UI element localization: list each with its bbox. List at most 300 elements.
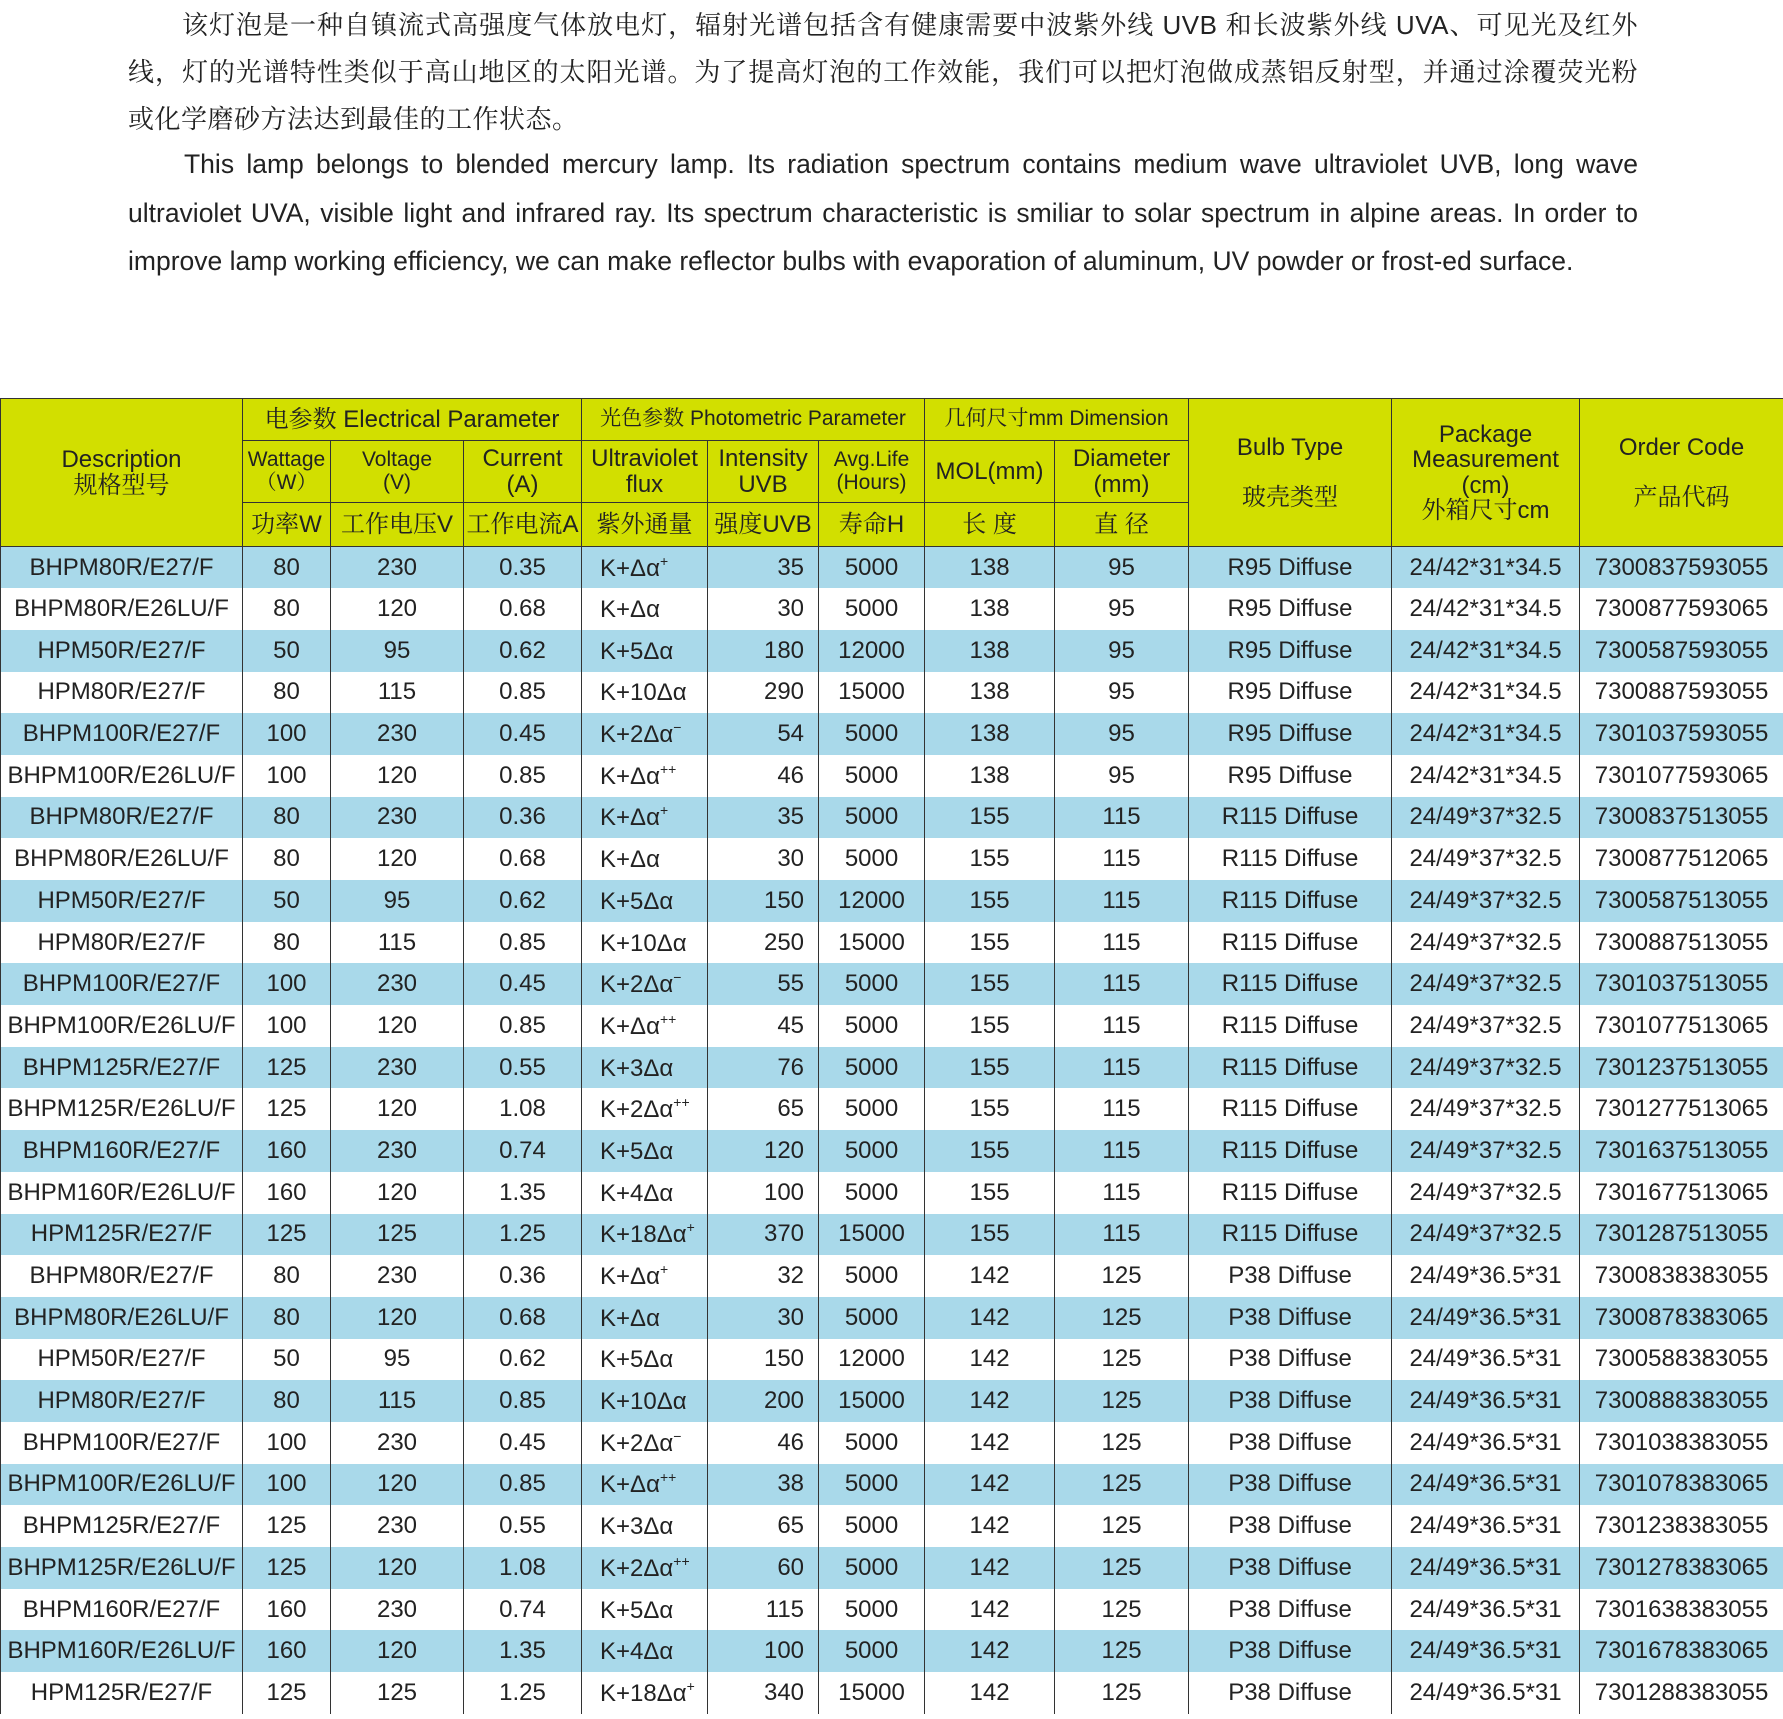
cell-mol: 142 <box>925 1464 1055 1506</box>
cell-bulb-type: P38 Diffuse <box>1189 1422 1392 1464</box>
flux-superscript: ++ <box>673 1552 690 1569</box>
flux-superscript: + <box>659 552 669 569</box>
cell-description: HPM125R/E27/F <box>1 1214 243 1256</box>
cell-description: BHPM100R/E26LU/F <box>1 755 243 797</box>
cell-bulb-type: P38 Diffuse <box>1189 1630 1392 1672</box>
cell-bulb-type: P38 Diffuse <box>1189 1547 1392 1589</box>
cell-description: HPM50R/E27/F <box>1 630 243 672</box>
cell-mol: 138 <box>925 630 1055 672</box>
cell-bulb-type: R115 Diffuse <box>1189 922 1392 964</box>
cell-current: 0.85 <box>464 672 582 714</box>
table-row <box>1 1380 1783 1422</box>
cell-uv-flux <box>582 1005 708 1047</box>
cell-avg-life: 15000 <box>819 1672 925 1714</box>
cell-current: 0.85 <box>464 755 582 797</box>
cell-package: 24/49*37*32.5 <box>1392 838 1580 880</box>
cell-intensity-uvb: 46 <box>708 755 819 797</box>
cell-description: BHPM100R/E27/F <box>1 713 243 755</box>
cell-description: BHPM80R/E27/F <box>1 547 243 589</box>
cell-bulb-type: R115 Diffuse <box>1189 1214 1392 1256</box>
cell-description: BHPM80R/E27/F <box>1 797 243 839</box>
cell-current: 0.68 <box>464 838 582 880</box>
flux-value: K+4Δα <box>600 1638 674 1666</box>
cell-voltage: 230 <box>331 1047 464 1089</box>
cell-diameter: 95 <box>1055 547 1189 589</box>
cell-mol: 155 <box>925 838 1055 880</box>
cell-diameter: 115 <box>1055 1047 1189 1089</box>
flux-value: K+5Δα <box>600 637 674 665</box>
cell-wattage: 160 <box>243 1172 331 1214</box>
cell-bulb-type: R115 Diffuse <box>1189 1005 1392 1047</box>
cell-wattage: 125 <box>243 1672 331 1714</box>
cell-uv-flux <box>582 1214 708 1256</box>
cell-wattage: 80 <box>243 672 331 714</box>
flux-value: K+5Δα <box>600 1596 674 1624</box>
table-row <box>1 672 1783 714</box>
cell-order-code: 7301037593055 <box>1580 713 1783 755</box>
table-body <box>1 547 1783 1714</box>
cell-package: 24/49*37*32.5 <box>1392 1005 1580 1047</box>
cell-mol: 155 <box>925 1172 1055 1214</box>
cell-bulb-type: R115 Diffuse <box>1189 838 1392 880</box>
cell-description: BHPM125R/E26LU/F <box>1 1547 243 1589</box>
cell-package: 24/49*37*32.5 <box>1392 1047 1580 1089</box>
cell-uv-flux <box>582 880 708 922</box>
flux-value: K+18Δα <box>600 1679 687 1707</box>
cell-order-code: 7301237513055 <box>1580 1047 1783 1089</box>
cell-intensity-uvb: 30 <box>708 838 819 880</box>
cell-voltage: 120 <box>331 1172 464 1214</box>
cell-description: BHPM125R/E27/F <box>1 1047 243 1089</box>
cell-order-code: 7301638383055 <box>1580 1589 1783 1631</box>
cell-avg-life: 5000 <box>819 1255 925 1297</box>
cell-current: 0.68 <box>464 1297 582 1339</box>
cell-uv-flux <box>582 963 708 1005</box>
cell-voltage: 115 <box>331 672 464 714</box>
cell-wattage: 125 <box>243 1088 331 1130</box>
cell-package: 24/42*31*34.5 <box>1392 547 1580 589</box>
cell-package: 24/49*36.5*31 <box>1392 1464 1580 1506</box>
cell-bulb-type: P38 Diffuse <box>1189 1589 1392 1631</box>
cell-diameter: 115 <box>1055 963 1189 1005</box>
flux-value: K+Δα <box>600 1304 660 1332</box>
cell-voltage: 230 <box>331 1255 464 1297</box>
cell-avg-life: 5000 <box>819 1505 925 1547</box>
cell-wattage: 80 <box>243 922 331 964</box>
cell-voltage: 95 <box>331 630 464 672</box>
table-row <box>1 1589 1783 1631</box>
cell-package: 24/49*37*32.5 <box>1392 1088 1580 1130</box>
flux-value: K+3Δα <box>600 1513 674 1541</box>
flux-superscript: − <box>673 1427 682 1444</box>
cell-intensity-uvb: 30 <box>708 588 819 630</box>
table-row <box>1 630 1783 672</box>
flux-value: K+Δα <box>600 554 660 582</box>
cell-diameter: 115 <box>1055 1214 1189 1256</box>
cell-voltage: 230 <box>331 963 464 1005</box>
cell-package: 24/49*36.5*31 <box>1392 1422 1580 1464</box>
cell-avg-life: 5000 <box>819 1047 925 1089</box>
cell-order-code: 7301637513055 <box>1580 1130 1783 1172</box>
cell-voltage: 120 <box>331 1297 464 1339</box>
cell-order-code: 7300587513055 <box>1580 880 1783 922</box>
cell-intensity-uvb: 340 <box>708 1672 819 1714</box>
cell-wattage: 125 <box>243 1047 331 1089</box>
cell-wattage: 160 <box>243 1589 331 1631</box>
cell-uv-flux <box>582 755 708 797</box>
cell-uv-flux <box>582 672 708 714</box>
cell-bulb-type: R115 Diffuse <box>1189 963 1392 1005</box>
cell-description: BHPM80R/E27/F <box>1 1255 243 1297</box>
cell-uv-flux <box>582 1380 708 1422</box>
cell-package: 24/42*31*34.5 <box>1392 588 1580 630</box>
cell-intensity-uvb: 60 <box>708 1547 819 1589</box>
cell-diameter: 125 <box>1055 1547 1189 1589</box>
cell-diameter: 115 <box>1055 880 1189 922</box>
cell-mol: 155 <box>925 880 1055 922</box>
cell-current: 0.85 <box>464 1464 582 1506</box>
cell-diameter: 125 <box>1055 1505 1189 1547</box>
cell-current: 0.45 <box>464 713 582 755</box>
cell-mol: 138 <box>925 672 1055 714</box>
cell-avg-life: 5000 <box>819 588 925 630</box>
cell-mol: 155 <box>925 1047 1055 1089</box>
header-intensity-zh: 强度UVB <box>708 503 819 547</box>
cell-order-code: 7301037513055 <box>1580 963 1783 1005</box>
cell-voltage: 230 <box>331 1505 464 1547</box>
cell-description: HPM80R/E27/F <box>1 1380 243 1422</box>
cell-diameter: 125 <box>1055 1380 1189 1422</box>
cell-intensity-uvb: 76 <box>708 1047 819 1089</box>
cell-current: 1.08 <box>464 1088 582 1130</box>
cell-description: BHPM80R/E26LU/F <box>1 838 243 880</box>
cell-package: 24/49*36.5*31 <box>1392 1255 1580 1297</box>
header-intensity: Intensity UVB <box>708 441 819 503</box>
cell-uv-flux <box>582 713 708 755</box>
cell-intensity-uvb: 290 <box>708 672 819 714</box>
cell-intensity-uvb: 38 <box>708 1464 819 1506</box>
flux-value: K+2Δα <box>600 1096 674 1124</box>
cell-mol: 142 <box>925 1672 1055 1714</box>
table-row <box>1 755 1783 797</box>
cell-mol: 142 <box>925 1547 1055 1589</box>
cell-diameter: 125 <box>1055 1297 1189 1339</box>
table-row <box>1 963 1783 1005</box>
cell-diameter: 115 <box>1055 838 1189 880</box>
cell-mol: 142 <box>925 1589 1055 1631</box>
cell-bulb-type: R95 Diffuse <box>1189 755 1392 797</box>
cell-avg-life: 5000 <box>819 755 925 797</box>
cell-description: BHPM100R/E26LU/F <box>1 1464 243 1506</box>
cell-wattage: 50 <box>243 630 331 672</box>
intro-chinese: 该灯泡是一种自镇流式高强度气体放电灯，辐射光谱包括含有健康需要中波紫外线 UVB 和长波紫外线 UVA、可见光及红外线，灯的光谱特性类似于高山地区的太阳光谱。为了提高灯泡的工作效能，我们可以把灯泡做成蒸铝反射型，并通过涂覆荧光粉或化学磨砂方法达到最佳的工作状态。 <box>128 10 1638 134</box>
cell-mol: 142 <box>925 1339 1055 1381</box>
table-row <box>1 880 1783 922</box>
header-mol-zh: 长 度 <box>925 503 1055 547</box>
header-life: Avg.Life (Hours) <box>819 441 925 503</box>
cell-bulb-type: R95 Diffuse <box>1189 547 1392 589</box>
cell-voltage: 120 <box>331 755 464 797</box>
cell-intensity-uvb: 150 <box>708 1339 819 1381</box>
flux-value: K+Δα <box>600 846 660 874</box>
table-row <box>1 1214 1783 1256</box>
cell-current: 0.74 <box>464 1130 582 1172</box>
cell-mol: 138 <box>925 547 1055 589</box>
cell-mol: 155 <box>925 963 1055 1005</box>
cell-avg-life: 5000 <box>819 1005 925 1047</box>
header-current: Current (A) <box>464 441 582 503</box>
cell-intensity-uvb: 100 <box>708 1630 819 1672</box>
cell-order-code: 7301277513065 <box>1580 1088 1783 1130</box>
cell-uv-flux <box>582 588 708 630</box>
cell-current: 0.36 <box>464 1255 582 1297</box>
cell-wattage: 160 <box>243 1630 331 1672</box>
cell-intensity-uvb: 150 <box>708 880 819 922</box>
cell-uv-flux <box>582 1505 708 1547</box>
flux-value: K+2Δα <box>600 1554 674 1582</box>
cell-mol: 155 <box>925 922 1055 964</box>
cell-wattage: 80 <box>243 1297 331 1339</box>
cell-description: BHPM160R/E27/F <box>1 1130 243 1172</box>
cell-package: 24/42*31*34.5 <box>1392 755 1580 797</box>
table-row <box>1 713 1783 755</box>
table-row <box>1 1464 1783 1506</box>
table-row <box>1 1339 1783 1381</box>
cell-voltage: 115 <box>331 922 464 964</box>
cell-avg-life: 12000 <box>819 1339 925 1381</box>
cell-order-code: 7301077513065 <box>1580 1005 1783 1047</box>
cell-diameter: 115 <box>1055 1130 1189 1172</box>
cell-voltage: 115 <box>331 1380 464 1422</box>
table-row <box>1 838 1783 880</box>
cell-uv-flux <box>582 838 708 880</box>
cell-bulb-type: R115 Diffuse <box>1189 1088 1392 1130</box>
cell-mol: 138 <box>925 713 1055 755</box>
header-uv-flux: Ultraviolet flux <box>582 441 708 503</box>
cell-uv-flux <box>582 547 708 589</box>
cell-uv-flux <box>582 922 708 964</box>
flux-value: K+Δα <box>600 1471 660 1499</box>
header-wattage-zh: 功率W <box>243 503 331 547</box>
cell-current: 0.62 <box>464 880 582 922</box>
cell-current: 0.55 <box>464 1505 582 1547</box>
table-row <box>1 1505 1783 1547</box>
cell-package: 24/49*37*32.5 <box>1392 797 1580 839</box>
flux-value: K+2Δα <box>600 721 674 749</box>
cell-intensity-uvb: 65 <box>708 1088 819 1130</box>
table-row <box>1 1255 1783 1297</box>
cell-current: 0.74 <box>464 1589 582 1631</box>
cell-uv-flux <box>582 630 708 672</box>
cell-bulb-type: P38 Diffuse <box>1189 1380 1392 1422</box>
cell-current: 0.62 <box>464 1339 582 1381</box>
cell-intensity-uvb: 32 <box>708 1255 819 1297</box>
cell-bulb-type: P38 Diffuse <box>1189 1339 1392 1381</box>
flux-value: K+5Δα <box>600 1137 674 1165</box>
flux-superscript: + <box>686 1677 695 1694</box>
cell-diameter: 95 <box>1055 588 1189 630</box>
cell-intensity-uvb: 120 <box>708 1130 819 1172</box>
cell-bulb-type: R115 Diffuse <box>1189 1130 1392 1172</box>
cell-avg-life: 12000 <box>819 630 925 672</box>
cell-current: 0.45 <box>464 1422 582 1464</box>
cell-description: HPM80R/E27/F <box>1 672 243 714</box>
cell-avg-life: 5000 <box>819 797 925 839</box>
cell-description: BHPM160R/E26LU/F <box>1 1630 243 1672</box>
cell-order-code: 7300837593055 <box>1580 547 1783 589</box>
cell-package: 24/49*37*32.5 <box>1392 963 1580 1005</box>
cell-intensity-uvb: 115 <box>708 1589 819 1631</box>
cell-mol: 138 <box>925 755 1055 797</box>
cell-package: 24/49*37*32.5 <box>1392 1214 1580 1256</box>
flux-value: K+5Δα <box>600 1346 674 1374</box>
cell-description: HPM125R/E27/F <box>1 1672 243 1714</box>
table-row <box>1 1130 1783 1172</box>
cell-voltage: 230 <box>331 1130 464 1172</box>
cell-current: 0.62 <box>464 630 582 672</box>
cell-wattage: 125 <box>243 1505 331 1547</box>
cell-package: 24/42*31*34.5 <box>1392 672 1580 714</box>
cell-package: 24/49*36.5*31 <box>1392 1339 1580 1381</box>
cell-diameter: 115 <box>1055 1005 1189 1047</box>
flux-value: K+10Δα <box>600 1388 687 1416</box>
cell-wattage: 80 <box>243 547 331 589</box>
cell-package: 24/42*31*34.5 <box>1392 713 1580 755</box>
cell-order-code: 7301278383065 <box>1580 1547 1783 1589</box>
cell-package: 24/49*36.5*31 <box>1392 1589 1580 1631</box>
cell-wattage: 125 <box>243 1214 331 1256</box>
cell-avg-life: 5000 <box>819 1589 925 1631</box>
cell-wattage: 125 <box>243 1547 331 1589</box>
flux-value: K+10Δα <box>600 679 687 707</box>
cell-order-code: 7300838383055 <box>1580 1255 1783 1297</box>
cell-bulb-type: P38 Diffuse <box>1189 1297 1392 1339</box>
cell-current: 1.35 <box>464 1172 582 1214</box>
cell-mol: 155 <box>925 1088 1055 1130</box>
cell-package: 24/42*31*34.5 <box>1392 630 1580 672</box>
cell-voltage: 95 <box>331 880 464 922</box>
cell-diameter: 115 <box>1055 1172 1189 1214</box>
cell-package: 24/49*36.5*31 <box>1392 1547 1580 1589</box>
cell-avg-life: 5000 <box>819 963 925 1005</box>
cell-description: BHPM80R/E26LU/F <box>1 1297 243 1339</box>
cell-order-code: 7301077593065 <box>1580 755 1783 797</box>
cell-description: BHPM80R/E26LU/F <box>1 588 243 630</box>
cell-avg-life: 5000 <box>819 1088 925 1130</box>
cell-intensity-uvb: 46 <box>708 1422 819 1464</box>
cell-intensity-uvb: 35 <box>708 547 819 589</box>
flux-value: K+5Δα <box>600 887 674 915</box>
cell-voltage: 120 <box>331 1088 464 1130</box>
cell-current: 0.55 <box>464 1047 582 1089</box>
cell-wattage: 80 <box>243 1380 331 1422</box>
cell-wattage: 100 <box>243 755 331 797</box>
cell-uv-flux <box>582 1255 708 1297</box>
cell-diameter: 115 <box>1055 797 1189 839</box>
cell-description: BHPM100R/E26LU/F <box>1 1005 243 1047</box>
cell-wattage: 100 <box>243 1005 331 1047</box>
header-photometric: 光色参数 Photometric Parameter <box>582 399 925 441</box>
cell-order-code: 7301288383055 <box>1580 1672 1783 1714</box>
cell-mol: 155 <box>925 1005 1055 1047</box>
cell-avg-life: 15000 <box>819 922 925 964</box>
cell-uv-flux <box>582 1547 708 1589</box>
cell-description: BHPM100R/E27/F <box>1 1422 243 1464</box>
cell-bulb-type: R95 Diffuse <box>1189 672 1392 714</box>
cell-intensity-uvb: 35 <box>708 797 819 839</box>
table-row <box>1 588 1783 630</box>
cell-wattage: 80 <box>243 797 331 839</box>
cell-diameter: 125 <box>1055 1464 1189 1506</box>
header-dimension: 几何尺寸mm Dimension <box>925 399 1189 441</box>
cell-description: HPM50R/E27/F <box>1 880 243 922</box>
cell-diameter: 125 <box>1055 1422 1189 1464</box>
cell-mol: 138 <box>925 588 1055 630</box>
cell-bulb-type: R115 Diffuse <box>1189 1172 1392 1214</box>
header-electrical: 电参数 Electrical Parameter <box>243 399 582 441</box>
header-life-zh: 寿命H <box>819 503 925 547</box>
cell-description: BHPM125R/E27/F <box>1 1505 243 1547</box>
cell-diameter: 125 <box>1055 1255 1189 1297</box>
cell-diameter: 95 <box>1055 672 1189 714</box>
cell-diameter: 115 <box>1055 1088 1189 1130</box>
cell-uv-flux <box>582 1297 708 1339</box>
cell-avg-life: 15000 <box>819 1214 925 1256</box>
cell-wattage: 100 <box>243 1422 331 1464</box>
table-row <box>1 547 1783 589</box>
cell-uv-flux <box>582 1672 708 1714</box>
cell-wattage: 50 <box>243 1339 331 1381</box>
cell-intensity-uvb: 30 <box>708 1297 819 1339</box>
flux-value: K+3Δα <box>600 1054 674 1082</box>
cell-order-code: 7300878383065 <box>1580 1297 1783 1339</box>
cell-package: 24/49*37*32.5 <box>1392 880 1580 922</box>
flux-value: K+Δα <box>600 804 660 832</box>
cell-order-code: 7300888383055 <box>1580 1380 1783 1422</box>
header-bulb-type: Bulb Type 玻壳类型 <box>1189 399 1392 547</box>
cell-intensity-uvb: 370 <box>708 1214 819 1256</box>
flux-superscript: − <box>673 719 682 736</box>
cell-mol: 142 <box>925 1255 1055 1297</box>
cell-voltage: 230 <box>331 797 464 839</box>
cell-bulb-type: P38 Diffuse <box>1189 1464 1392 1506</box>
cell-wattage: 100 <box>243 963 331 1005</box>
cell-bulb-type: R115 Diffuse <box>1189 880 1392 922</box>
cell-bulb-type: R115 Diffuse <box>1189 797 1392 839</box>
flux-value: K+Δα <box>600 1263 660 1291</box>
flux-value: K+2Δα <box>600 1429 674 1457</box>
cell-bulb-type: P38 Diffuse <box>1189 1255 1392 1297</box>
cell-uv-flux <box>582 1589 708 1631</box>
cell-wattage: 80 <box>243 1255 331 1297</box>
table-row <box>1 1005 1783 1047</box>
cell-order-code: 7301677513065 <box>1580 1172 1783 1214</box>
cell-current: 0.36 <box>464 797 582 839</box>
cell-intensity-uvb: 180 <box>708 630 819 672</box>
cell-wattage: 80 <box>243 588 331 630</box>
intro-english: This lamp belongs to blended mercury lamp. Its radiation spectrum contains medium wave ultraviolet UVB, long wave ultraviolet UVA, visible light and infrared ray. Its spectrum characteristic is smiliar to solar spectrum in alpine areas. In order to improve lamp working efficiency, we can make reflector bulbs with evaporation of aluminum, UV powder or frost-ed surface. <box>128 149 1638 276</box>
table-row <box>1 1297 1783 1339</box>
cell-diameter: 115 <box>1055 922 1189 964</box>
cell-voltage: 120 <box>331 1547 464 1589</box>
header-package: Package Measurement (cm) 外箱尺寸cm <box>1392 399 1580 547</box>
cell-diameter: 125 <box>1055 1589 1189 1631</box>
flux-superscript: ++ <box>659 1010 677 1027</box>
cell-bulb-type: R95 Diffuse <box>1189 713 1392 755</box>
cell-description: HPM50R/E27/F <box>1 1339 243 1381</box>
flux-value: K+Δα <box>600 762 660 790</box>
cell-current: 1.35 <box>464 1630 582 1672</box>
